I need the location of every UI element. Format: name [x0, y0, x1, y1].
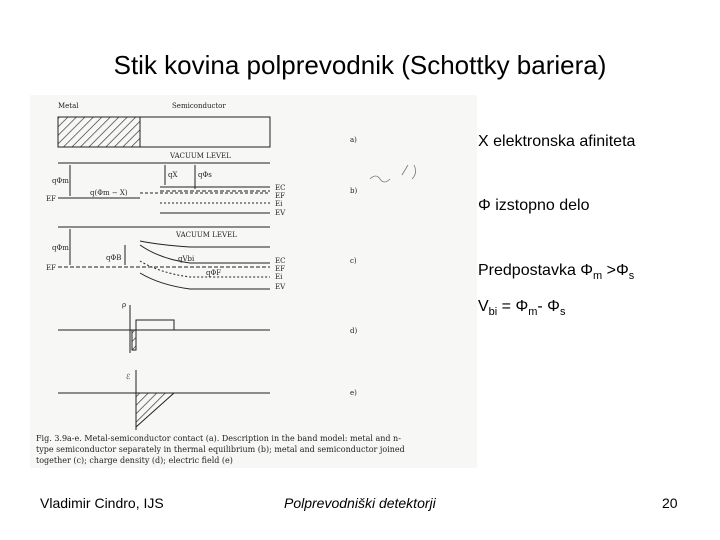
negative-charge-region — [132, 330, 136, 350]
ei-label-c: Ei — [275, 273, 283, 281]
ef-label-b: EF — [275, 192, 285, 200]
footer-author: Vladimir Cindro, IJS — [40, 495, 164, 511]
footer-course: Polprevodniški detektorji — [284, 495, 436, 511]
metal-block — [58, 117, 140, 147]
band-diagram-svg — [30, 95, 477, 468]
qchi-label-b: qΧ — [168, 171, 178, 179]
ef-metal-b: EF — [46, 195, 56, 203]
panel-c-label: c) — [350, 257, 357, 265]
ec-label-b: EC — [275, 184, 286, 192]
rho-label: ρ — [122, 301, 127, 309]
slide-title: Stik kovina polprevodnik (Schottky bariera) — [113, 50, 607, 80]
barrier-label-b: q(Φm − Χ) — [90, 189, 128, 197]
ei-label-b: Ei — [275, 200, 283, 208]
panel-e-label: e) — [350, 389, 357, 397]
vbi-minus: - Φ — [537, 298, 560, 315]
field-label: ℰ — [126, 373, 131, 381]
ev-label-c: EV — [275, 283, 286, 291]
qphi-b-label: qΦB — [106, 254, 122, 262]
qphi-f-label: qΦF — [206, 269, 222, 277]
assumption-sub-s: s — [628, 270, 635, 282]
caption-line-1: Fig. 3.9a-e. Metal-semiconductor contact (a). Description in the band model: metal and n- — [36, 434, 401, 443]
bullet-assumption — [478, 262, 634, 282]
vbi-sub-s: s — [559, 306, 566, 318]
qphi-s-label-b: qΦs — [198, 171, 212, 179]
qphi-m-label-c: qΦm — [52, 244, 69, 252]
qphi-m-label-b: qΦm — [52, 177, 69, 185]
bullet-work-function: Φ izstopno delo — [478, 197, 590, 214]
vbi-eq: = Φ — [497, 298, 529, 315]
semiconductor-header: Semiconductor — [172, 102, 226, 110]
assumption-text: Predpostavka Φ — [478, 262, 594, 279]
panel-a-label: a) — [350, 136, 357, 144]
band-diagram-figure — [30, 95, 477, 468]
vacuum-level-2-label: VACUUM LEVEL — [176, 231, 237, 239]
caption-line-3: together (c); charge density (d); electric field (e) — [36, 456, 233, 465]
vacuum-level-2-bent — [140, 241, 270, 247]
caption-line-2: type semiconductor separately in thermal equilibrium (b); metal and semiconductor joined — [36, 445, 405, 454]
ec-label-c: EC — [275, 257, 286, 265]
ef-label-c: EF — [275, 265, 285, 273]
ev-bent-c — [140, 273, 270, 289]
field-triangle — [136, 393, 174, 427]
ef-metal-c: EF — [46, 264, 56, 272]
vbi-sub-bi: bi — [488, 306, 498, 318]
positive-charge-region — [136, 320, 174, 330]
panel-d-label: d) — [350, 327, 358, 335]
panel-b-label: b) — [350, 187, 358, 195]
vbi-sub-m: m — [528, 306, 538, 318]
handwritten-marks — [370, 165, 416, 182]
assumption-sub-m: m — [593, 270, 603, 282]
bullet-vbi-formula — [478, 298, 565, 318]
semiconductor-block — [140, 117, 270, 147]
vacuum-level-1-label: VACUUM LEVEL — [170, 152, 231, 160]
assumption-gt: >Φ — [602, 262, 629, 279]
ec-bent-c — [140, 245, 270, 263]
qvbi-label: qVbi — [178, 255, 195, 263]
vbi-v: V — [478, 298, 489, 315]
ev-label-b: EV — [275, 209, 286, 217]
bullet-electron-affinity: Χ elektronska afiniteta — [478, 133, 636, 150]
metal-header: Metal — [58, 102, 79, 110]
footer-page-number: 20 — [662, 495, 678, 511]
